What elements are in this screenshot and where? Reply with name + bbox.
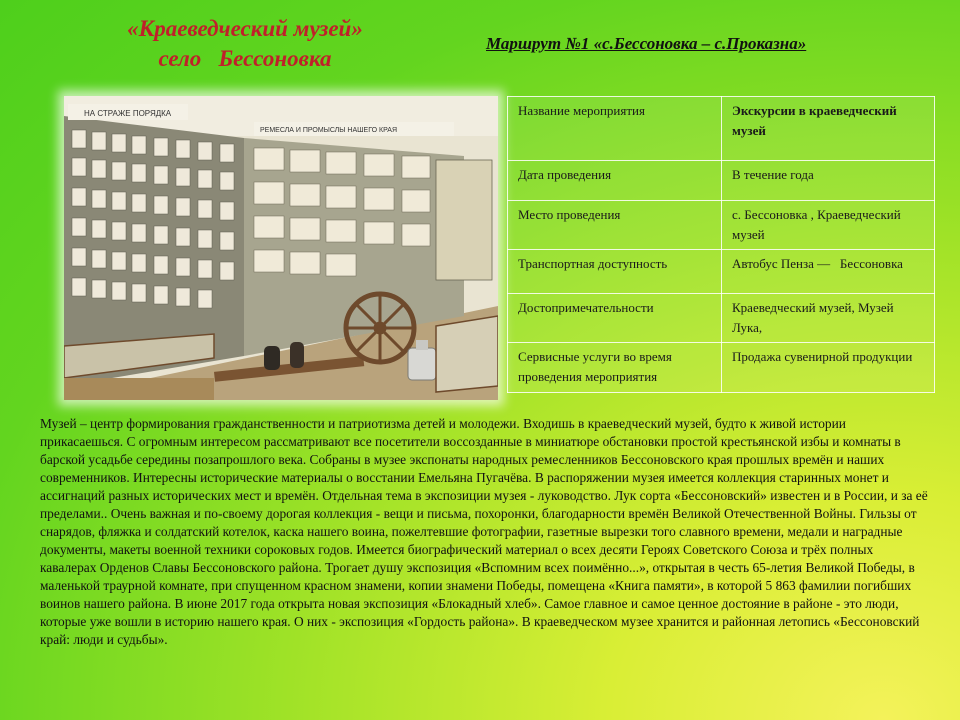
museum-description: Музей – центр формирования гражданственности и патриотизма детей и молодежи. Входишь в краеведческий музей, будто к живой истории прикасаешься. С огромным интересом рассматривают все посетители воссозданные в миниатюре обстановки простой крестьянской избы и комнаты в барской усадьбе середины позапрошлого века. Собраны в музее экспонаты народных ремесленников Бессоновского края прошлых времён и наших современников. Интересны исторические материалы о восстании Емельяна Пугачёва. В распоряжении музея имеется коллекция старинных монет и ассигнаций разных исторических мест и времён. Отдельная тема в экспозиции музея - луководство. Лук сорта «Бессоновский» известен и в России, и за её пределами.. Очень важная и по-своему дорогая коллекция - вещи и письма, похоронки, благодарности времён Великой Отечественной Войны. Гильзы от снарядов, фляжка и солдатский котелок, каска нашего воина, пожелтевшие фотографии, газетные вырезки того славного времени, медали и наградные документы, макеты военной техники сороковых годов. Имеется биографический материал о всех десяти Героях Советского Союза и трёх полных кавалерах Орденов Славы Бессоновского района. Трогает душу экспозиция «Вспомним всех поимённо...», открытая в честь 65-летия Великой Победы, в маленькой траурной комнате, при спущенном красном знамени, копии знамени Победы, помещена «Книга памяти», в которой 5 863 фамилии погибших воинов нашего района. В июне 2017 года открыта новая экспозиция «Блокадный хлеб». Самое главное и самое ценное достояние в районе - это люди, которые уже вошли в историю нашего края. О них - экспозиция «Гордость района». В краеведческом музее хранится и районная летопись «Бессоновский край: люди и судьбы». [40, 416, 928, 647]
sign-mid: РЕМЕСЛА И ПРОМЫСЛЫ НАШЕГО КРАЯ [260, 127, 398, 134]
table-value-cell: Автобус Пенза — Бессоновка [722, 250, 935, 294]
table-key-cell: Сервисные услуги во время проведения мероприятия [508, 343, 722, 393]
table-row [508, 97, 935, 161]
table-key-cell: Дата проведения [508, 161, 722, 201]
table-key-cell: Название мероприятия [508, 97, 722, 161]
table-row [508, 161, 935, 201]
table-key-cell: Достопримечательности [508, 294, 722, 343]
title-line-1: «Краеведческий музей» [127, 16, 363, 41]
museum-photo [64, 96, 498, 400]
event-info-table [507, 96, 935, 393]
table-key-cell: Место проведения [508, 201, 722, 250]
route-heading: Маршрут №1 «с.Бессоновка – с.Проказна» [486, 34, 807, 53]
table-row [508, 294, 935, 343]
slide-title [60, 14, 430, 74]
title-line-2: село Бессоновка [158, 46, 332, 71]
table-row [508, 343, 935, 393]
table-key-cell: Транспортная доступность [508, 250, 722, 294]
table-value-cell: В течение года [722, 161, 935, 201]
table-value-cell: с. Бессоновка , Краеведческий музей [722, 201, 935, 250]
table-value-cell: Продажа сувенирной продукции [722, 343, 935, 393]
table-value-cell: Экскурсии в краеведческий музей [722, 97, 935, 161]
table-row [508, 250, 935, 294]
table-row [508, 201, 935, 250]
table-value-cell: Краеведческий музей, Музей Лука, [722, 294, 935, 343]
cart-wheel [346, 294, 414, 362]
museum-photo-illustration [64, 96, 498, 400]
sign-left: НА СТРАЖЕ ПОРЯДКА [84, 109, 172, 118]
